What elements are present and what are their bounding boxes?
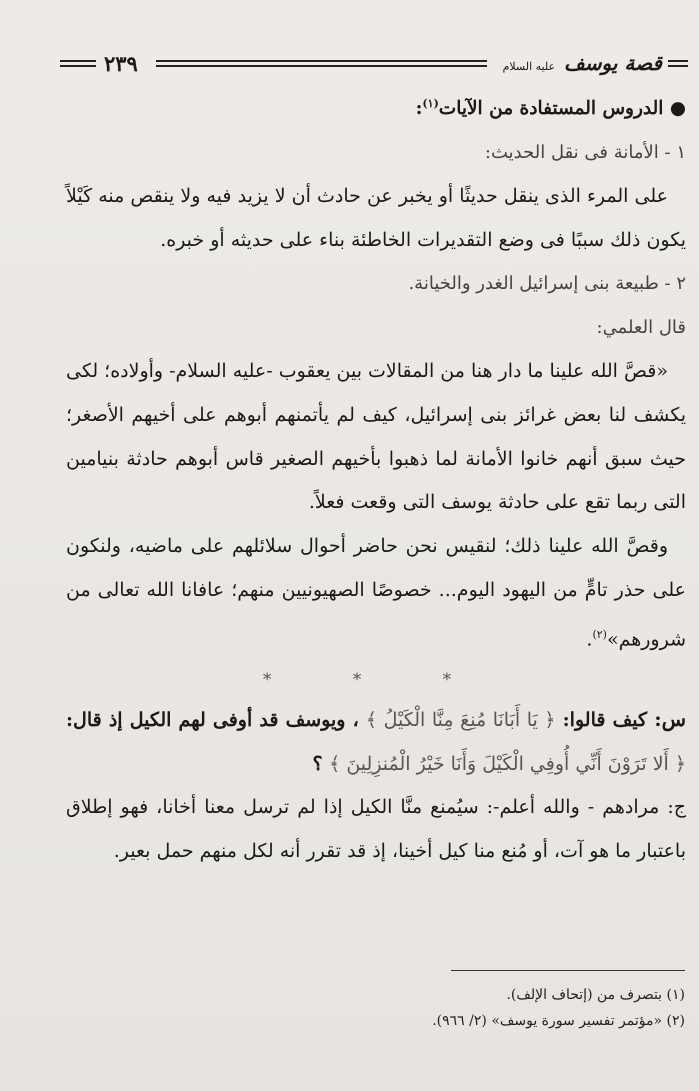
page-header [60,48,688,78]
answer-text: مرادهم - والله أعلم-: سيُمنع منَّا الكيل إذا لم ترسل معنا أخانا، فهو إطلاق باعتبار ما هو آت، أو مُنع منا كيل أخينا، إذ قد تقرر أنه لكل منهم حمل بعير. [66,796,686,863]
section-separator: * * * [262,669,490,690]
lesson-1-body: على المرء الذى ينقل حديثًا أو يخبر عن حادث أن لا يزيد فيه ولا ينقص منه كَيْلاً يكون ذلك سببًا فى وضع التقديرات الخاطئة بناء على حديثه أو خبره. [66,184,686,251]
running-title [503,51,662,75]
quote-paragraph-2-end: . [586,628,593,651]
lesson-2-title: ٢ - طبيعة بنى إسرائيل الغدر والخيانة. [408,273,686,295]
page-number: ٢٣٩ [104,50,138,76]
running-title-text: قصة يوسف [564,51,662,75]
header-rule-left [60,60,96,67]
footnote-ref-1: (١) [422,97,439,110]
footnote-2: (٢) «مؤتمر تفسير سورة يوسف» (٢/ ٩٦٦). [432,1013,685,1029]
quote-intro: قال العلمي: [596,317,686,339]
quote-paragraph-2 [66,525,686,662]
quote-paragraph-2-text: وقصَّ الله علينا ذلك؛ لنقيس نحن حاضر أحوال سلائلهم على ماضيه، ولنكون على حذر تامٍّ من اليهود اليوم... خصوصًا الصهيونيين منهم؛ عافانا الله تعالى من شرورهم» [66,535,686,651]
answer-label: ج: [667,796,686,819]
page-body [66,82,686,874]
footnote-ref-2: (٢) [592,627,607,641]
honorific: عليه السلام [502,60,556,73]
question-ayah-1: ﴿ يَا أَبَانَا مُنِعَ مِنَّا الْكَيْلُ ﴾ [365,708,556,731]
question-text-1: كيف قالوا: [562,708,648,731]
section-heading-text: ● الدروس المستفادة من الآيات [438,98,686,120]
section-heading [66,82,686,131]
question-end: ؟ [312,752,323,775]
footnote-divider [451,970,685,971]
quote-paragraph-1: «قصَّ الله علينا ما دار هنا من المقالات بين يعقوب -عليه السلام- وأولاده؛ لكى يكشف لنا بعض غرائز بنى إسرائيل، كيف لم يأتمنهم أبوهم على أخيهم الأصغر؛ حيث سبق أنهم خانوا الأمانة لما ذهبوا بأخيهم الصغير قاس أبوهم حادثة بنيامين التى ربما تقع على حادثة يوسف التى وقعت فعلاً. [66,359,686,514]
question-text-2: ، ويوسف قد أوفى لهم الكيل إذ قال: [66,708,359,731]
answer [66,786,686,874]
lesson-1-title: ١ - الأمانة فى نقل الحديث: [484,141,686,163]
question [66,698,686,787]
section-heading-colon: : [415,98,423,120]
question-ayah-2: ﴿ أَلا تَرَوْنَ أَنِّي أُوفِي الْكَيْلَ وَأَنَا خَيْرُ الْمُنزِلِينَ ﴾ [329,752,686,775]
footnote-1: (١) بتصرف من (إتحاف الإلف). [506,987,685,1003]
footnotes [65,982,685,1034]
header-rule-right [668,60,688,67]
header-rule-middle [156,60,487,67]
question-label: س: [654,706,686,731]
